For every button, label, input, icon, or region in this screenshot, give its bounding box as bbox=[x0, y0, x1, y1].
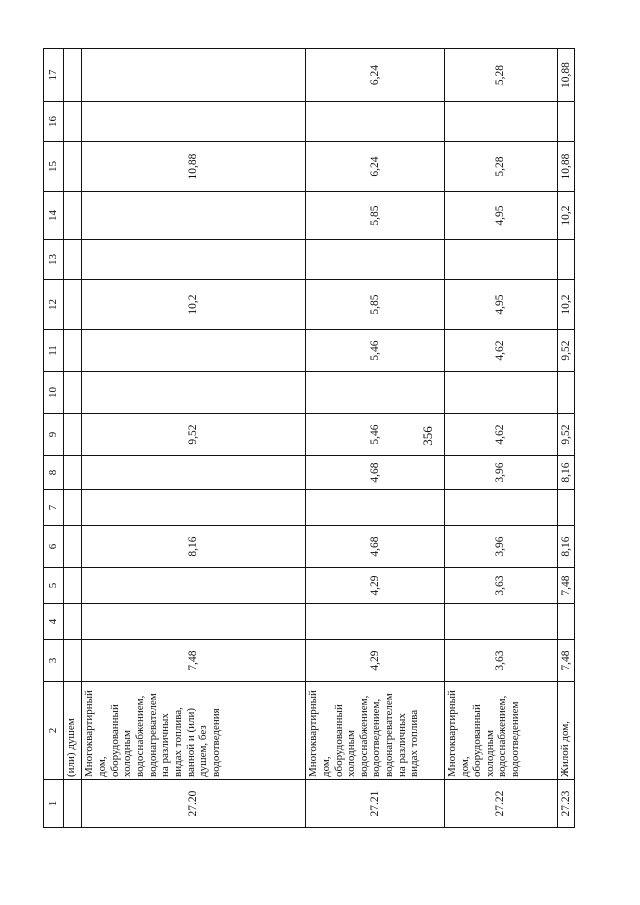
column-number: 9 bbox=[44, 414, 64, 456]
value-cell: 5,28 bbox=[444, 49, 557, 102]
value-cell: 7,48 bbox=[82, 640, 306, 682]
column-number: 4 bbox=[44, 604, 64, 640]
value-cell: 5,46 bbox=[306, 330, 445, 372]
value-cell bbox=[444, 490, 557, 526]
column-number: 1 bbox=[44, 780, 64, 828]
column-number: 10 bbox=[44, 372, 64, 414]
column-number: 11 bbox=[44, 330, 64, 372]
empty-cell bbox=[64, 640, 82, 682]
value-cell bbox=[82, 490, 306, 526]
column-number: 13 bbox=[44, 240, 64, 280]
column-number: 16 bbox=[44, 102, 64, 142]
value-cell bbox=[82, 372, 306, 414]
row-description: Многоквартирный дом, оборудованный холодным водоснабжением, водоотведением, водонагревателем на различных видах топлива bbox=[306, 682, 445, 780]
empty-cell bbox=[64, 142, 82, 192]
value-cell bbox=[557, 102, 574, 142]
row-description: Многоквартирный дом, оборудованный холодным водоснабжением, водоотведением bbox=[444, 682, 557, 780]
row-description: Многоквартирный дом, оборудованный холодным водоснабжением, водонагревателем на различных видах топлива, ванной и (или) душем, без водоотведения bbox=[82, 682, 306, 780]
row-number: 27.23 bbox=[557, 780, 574, 828]
value-cell: 9,52 bbox=[557, 330, 574, 372]
value-cell bbox=[82, 604, 306, 640]
value-cell bbox=[557, 240, 574, 280]
row-description: Жилой дом, bbox=[557, 682, 574, 780]
value-cell: 8,16 bbox=[82, 526, 306, 568]
empty-cell bbox=[64, 568, 82, 604]
empty-cell bbox=[64, 280, 82, 330]
value-cell bbox=[82, 49, 306, 102]
column-number: 12 bbox=[44, 280, 64, 330]
value-cell bbox=[444, 604, 557, 640]
value-cell bbox=[82, 240, 306, 280]
value-cell bbox=[306, 240, 445, 280]
value-cell: 9,52 bbox=[557, 414, 574, 456]
value-cell: 5,28 bbox=[444, 142, 557, 192]
value-cell bbox=[82, 102, 306, 142]
value-cell bbox=[306, 102, 445, 142]
table-row bbox=[557, 49, 574, 828]
empty-cell bbox=[64, 456, 82, 490]
value-cell: 10,88 bbox=[557, 142, 574, 192]
value-cell: 3,63 bbox=[444, 640, 557, 682]
value-cell: 4,68 bbox=[306, 526, 445, 568]
continuation-text: (или) душем bbox=[64, 682, 82, 780]
column-number: 8 bbox=[44, 456, 64, 490]
value-cell: 10,2 bbox=[82, 280, 306, 330]
value-cell: 4,68 bbox=[306, 456, 445, 490]
value-cell: 5,85 bbox=[306, 280, 445, 330]
tariff-table bbox=[43, 49, 575, 828]
empty-cell bbox=[64, 526, 82, 568]
empty-cell bbox=[64, 330, 82, 372]
value-cell bbox=[557, 490, 574, 526]
empty-cell bbox=[64, 192, 82, 240]
column-number: 2 bbox=[44, 682, 64, 780]
empty-cell bbox=[64, 240, 82, 280]
value-cell bbox=[444, 240, 557, 280]
empty-cell bbox=[64, 604, 82, 640]
empty-cell bbox=[64, 49, 82, 102]
value-cell bbox=[444, 102, 557, 142]
value-cell: 10,88 bbox=[557, 49, 574, 102]
value-cell bbox=[82, 330, 306, 372]
value-cell: 9,52 bbox=[82, 414, 306, 456]
value-cell: 10,2 bbox=[557, 192, 574, 240]
value-cell: 10,88 bbox=[82, 142, 306, 192]
value-cell bbox=[444, 372, 557, 414]
value-cell: 5,85 bbox=[306, 192, 445, 240]
column-number: 5 bbox=[44, 568, 64, 604]
column-number: 14 bbox=[44, 192, 64, 240]
value-cell: 4,29 bbox=[306, 568, 445, 604]
row-number: 27.20 bbox=[82, 780, 306, 828]
value-cell: 8,16 bbox=[557, 456, 574, 490]
value-cell: 6,24 bbox=[306, 49, 445, 102]
value-cell: 3,96 bbox=[444, 456, 557, 490]
continuation-row bbox=[64, 49, 82, 828]
value-cell bbox=[557, 604, 574, 640]
row-number: 27.22 bbox=[444, 780, 557, 828]
value-cell bbox=[82, 456, 306, 490]
value-cell bbox=[306, 372, 445, 414]
empty-cell bbox=[64, 490, 82, 526]
value-cell: 6,24 bbox=[306, 142, 445, 192]
column-number: 6 bbox=[44, 526, 64, 568]
value-cell bbox=[82, 192, 306, 240]
value-cell: 3,63 bbox=[444, 568, 557, 604]
column-number-row bbox=[44, 49, 64, 828]
value-cell: 10,2 bbox=[557, 280, 574, 330]
value-cell: 4,95 bbox=[444, 192, 557, 240]
value-cell: 7,48 bbox=[557, 568, 574, 604]
row-number: 27.21 bbox=[306, 780, 445, 828]
value-cell bbox=[82, 568, 306, 604]
column-number: 3 bbox=[44, 640, 64, 682]
value-cell: 8,16 bbox=[557, 526, 574, 568]
column-number: 17 bbox=[44, 49, 64, 102]
value-cell bbox=[306, 490, 445, 526]
value-cell: 4,62 bbox=[444, 414, 557, 456]
table-row bbox=[82, 49, 306, 828]
value-cell: 3,96 bbox=[444, 526, 557, 568]
value-cell bbox=[306, 604, 445, 640]
value-cell: 4,29 bbox=[306, 640, 445, 682]
empty-cell bbox=[64, 372, 82, 414]
value-cell: 5,46 bbox=[306, 414, 445, 456]
value-cell: 7,48 bbox=[557, 640, 574, 682]
table-row bbox=[444, 49, 557, 828]
tariff-table-grid bbox=[43, 48, 575, 828]
empty-cell bbox=[64, 780, 82, 828]
column-number: 7 bbox=[44, 490, 64, 526]
column-number: 15 bbox=[44, 142, 64, 192]
page-number: 356 bbox=[420, 426, 435, 446]
value-cell: 4,62 bbox=[444, 330, 557, 372]
value-cell bbox=[557, 372, 574, 414]
empty-cell bbox=[64, 102, 82, 142]
value-cell: 4,95 bbox=[444, 280, 557, 330]
table-row bbox=[306, 49, 445, 828]
empty-cell bbox=[64, 414, 82, 456]
